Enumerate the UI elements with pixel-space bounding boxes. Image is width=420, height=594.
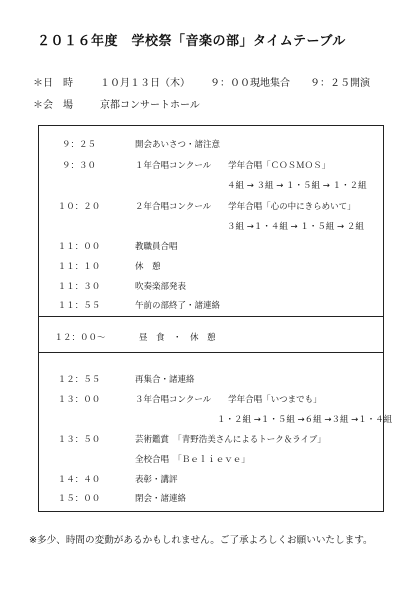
schedule-desc: １年合唱コンクール 学年合唱「ＣＯＳＭＯＳ」 bbox=[135, 161, 331, 171]
schedule-desc: 教職員合唱 bbox=[135, 242, 178, 252]
footer-note: ※多少、時間の変動があるかもしれません。ご了承よろしくお願いいたします。 bbox=[29, 535, 373, 546]
start-time: ９：２５開演 bbox=[310, 78, 370, 89]
schedule-desc: 芸術鑑賞 「青野浩美さんによるトーク＆ライブ」 bbox=[135, 435, 326, 445]
meet-time: ９：００現地集合 bbox=[210, 78, 290, 89]
morning-schedule bbox=[38, 125, 384, 317]
schedule-time: １３：００ bbox=[57, 395, 101, 405]
class-order: ３組 →１・４組 → １・５組 → ２組 bbox=[227, 222, 364, 232]
schedule-desc: 開会あいさつ・諸注意 bbox=[135, 140, 221, 150]
schedule-time: １３：５０ bbox=[57, 435, 101, 445]
class-order: １・２組 →１・５組 →６組 →３組 →１・４組 bbox=[217, 415, 393, 425]
schedule-desc: 閉会・諸連絡 bbox=[135, 494, 187, 504]
schedule-desc: 表彰・講評 bbox=[135, 475, 178, 485]
schedule-time: １５：００ bbox=[57, 494, 101, 504]
schedule-time: １２：５５ bbox=[57, 375, 101, 385]
class-order: ４組 → ３組 → １・５組 → １・２組 bbox=[227, 181, 367, 191]
date-value: １０月１３日（木） bbox=[100, 78, 190, 89]
schedule-time: １１：３０ bbox=[57, 282, 101, 292]
schedule-desc: 昼 食 ・ 休 憩 bbox=[139, 333, 216, 343]
schedule-desc: 午前の部終了・諸連絡 bbox=[135, 301, 221, 311]
lunch-break bbox=[38, 316, 384, 353]
schedule-desc: 再集合・諸連絡 bbox=[135, 375, 195, 385]
schedule-time: ９：２５ bbox=[61, 140, 96, 150]
venue-value: 京都コンサートホール bbox=[100, 100, 200, 111]
venue-label: ＊会 場 bbox=[33, 100, 73, 111]
date-label: ＊日 時 bbox=[33, 78, 73, 89]
schedule-time: ９：３０ bbox=[61, 161, 96, 171]
schedule-desc: 休 憩 bbox=[135, 262, 161, 272]
schedule-desc: ３年合唱コンクール 学年合唱「いつまでも」 bbox=[135, 395, 322, 405]
afternoon-schedule bbox=[38, 352, 393, 512]
schedule-time: １１：１０ bbox=[57, 262, 101, 272]
schedule-desc: ２年合唱コンクール 学年合唱「心の中にきらめいて」 bbox=[135, 202, 356, 212]
schedule-time: １１：００ bbox=[57, 242, 101, 252]
page-title: ２０１６年度 学校祭「音楽の部」タイムテーブル bbox=[37, 34, 346, 49]
schedule-time: １１：５５ bbox=[57, 301, 101, 311]
schedule-time: １２：００～ bbox=[54, 333, 106, 343]
schedule-desc: 全校合唱 「Ｂｅｌｉｅｖｅ」 bbox=[135, 455, 250, 465]
schedule-time: １４：４０ bbox=[57, 475, 101, 485]
schedule-time: １０：２０ bbox=[57, 202, 101, 212]
schedule-desc: 吹奏楽部発表 bbox=[135, 282, 187, 292]
